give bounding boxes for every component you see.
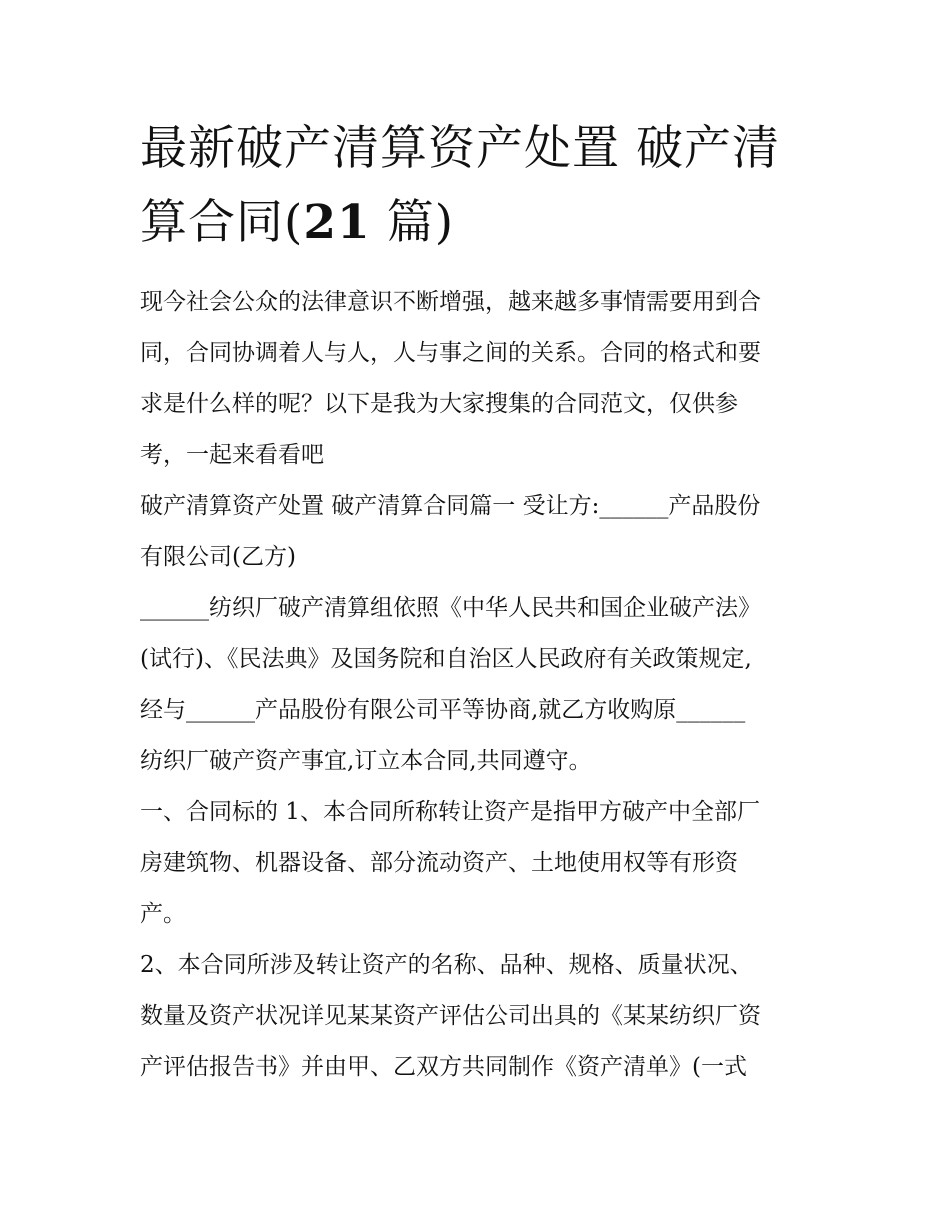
title-line-2 [140, 186, 820, 260]
title-suffix: 篇) [370, 195, 455, 250]
body-line: (试行)、《民法典》及国务院和自治区人民政府有关政策规定, [140, 646, 752, 672]
body-line: 经与______产品股份有限公司平等协商,就乙方收购原______ [140, 697, 746, 723]
body-line: 数量及资产状况详见某某资产评估公司出具的《某某纺织厂资 [140, 1003, 761, 1029]
page-title [140, 112, 820, 260]
title-count: 21 [303, 195, 371, 250]
body-line: 破产清算资产处置 破产清算合同篇一 受让方:______产品股份 [140, 493, 761, 519]
body-line: 房建筑物、机器设备、部分流动资产、土地使用权等有形资 [140, 850, 738, 876]
body-line: 产。 [140, 901, 186, 927]
body-line: 产评估报告书》并由甲、乙双方共同制作《资产清单》(一式 [140, 1054, 747, 1080]
body-line: ______纺织厂破产清算组依照《中华人民共和国企业破产法》 [140, 595, 761, 621]
title-line-1: 最新破产清算资产处置 破产清 [140, 121, 780, 176]
title-prefix: 算合同( [140, 195, 304, 250]
body-line: 2、本合同所涉及转让资产的名称、品种、规格、质量状况、 [140, 952, 753, 978]
body-line: 现今社会公众的法律意识不断增强，越来越多事情需要用到合 [140, 289, 761, 315]
body-line: 有限公司(乙方) [140, 544, 296, 570]
body-line: 纺织厂破产资产事宜,订立本合同,共同遵守。 [140, 748, 592, 774]
body-line: 同，合同协调着人与人，人与事之间的关系。合同的格式和要 [140, 340, 761, 366]
body-line: 一、合同标的 1、本合同所称转让资产是指甲方破产中全部厂 [140, 799, 760, 825]
document-body [140, 277, 830, 1093]
body-line: 求是什么样的呢？以下是我为大家搜集的合同范文，仅供参 [140, 391, 738, 417]
body-line: 考，一起来看看吧 [140, 442, 324, 468]
